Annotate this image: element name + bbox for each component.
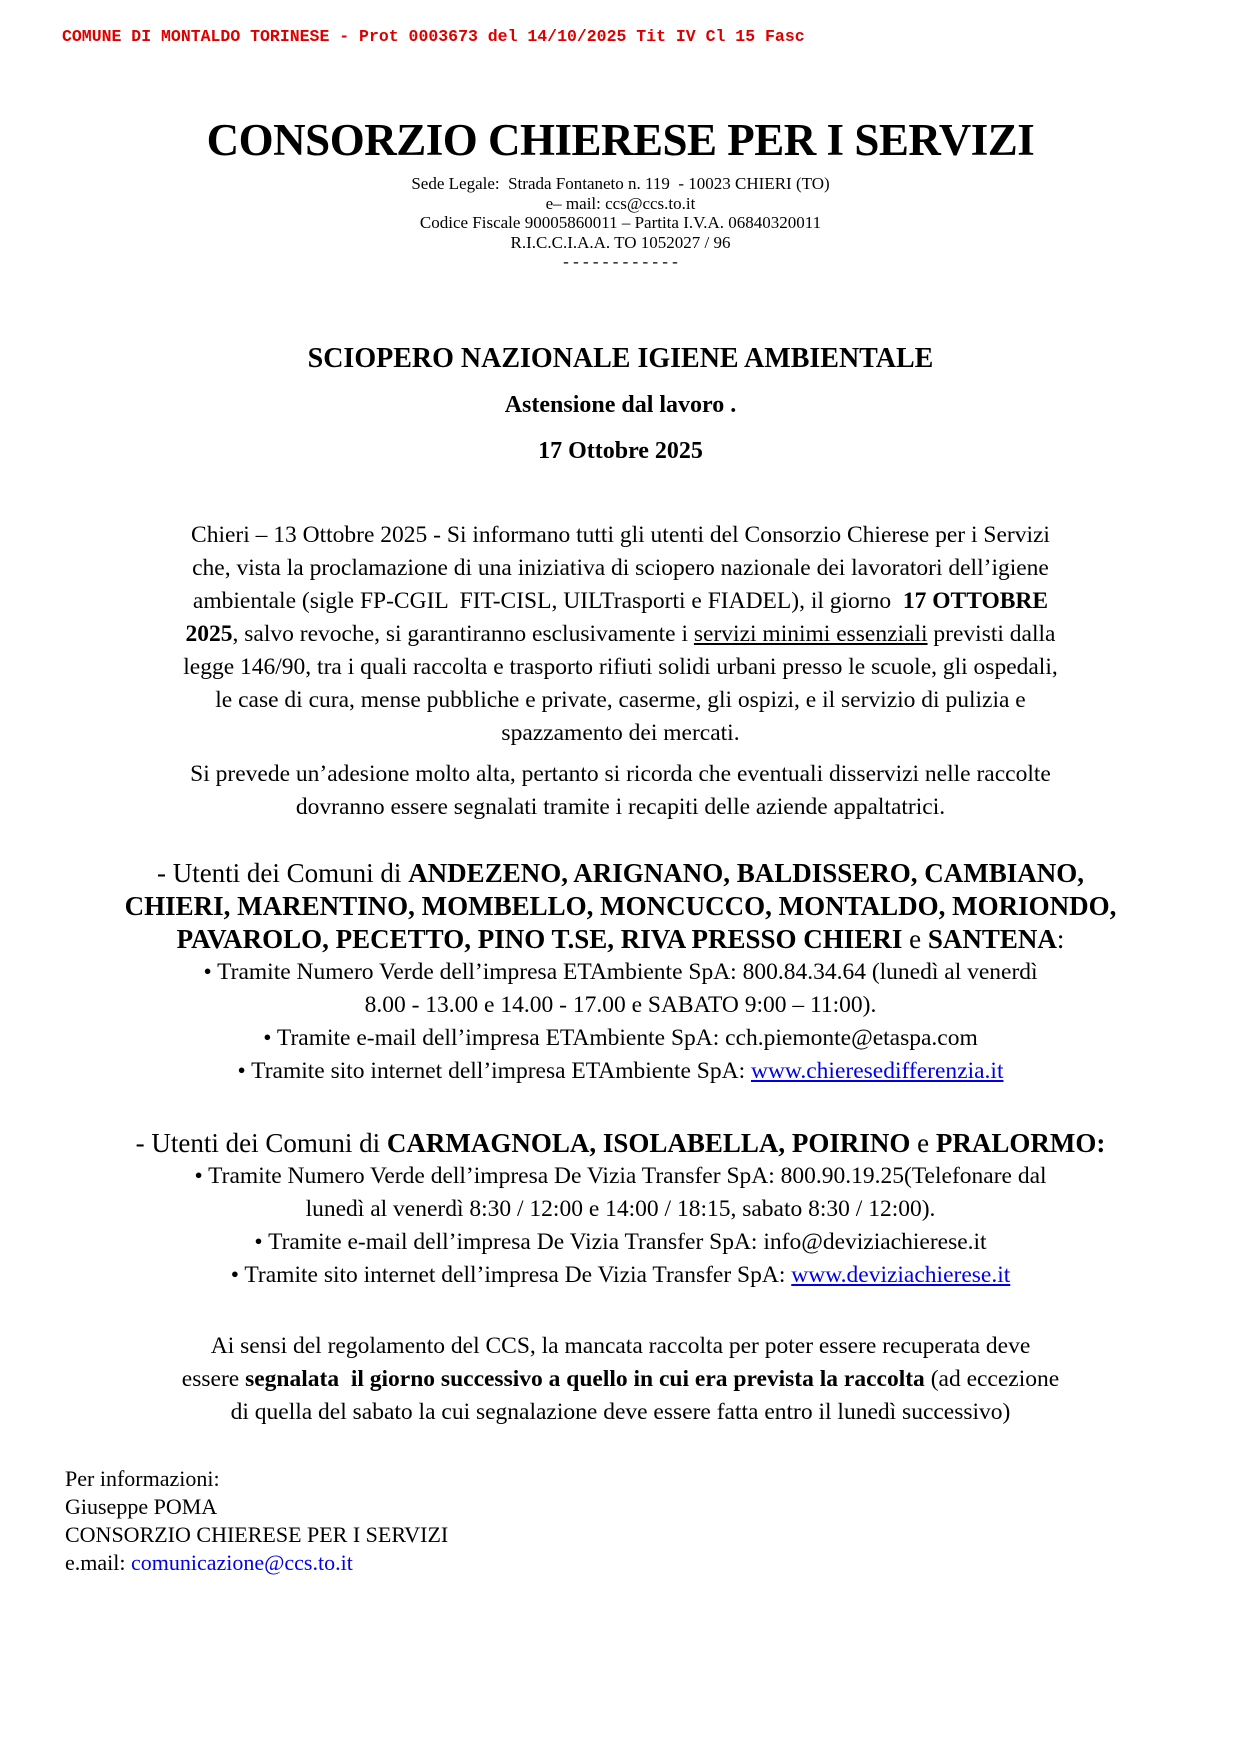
text-line [65,1160,1176,1193]
text-run: lunedì al venerdì 8:30 / 12:00 e 14:00 / 18:15, sabato 8:30 / 12:00). [305,1195,936,1222]
text-run: e [902,923,928,954]
text-run: • Tramite e-mail dell’impresa De Vizia Transfer SpA: info@deviziachierese.it [254,1228,987,1255]
text-line [65,519,1176,552]
letterhead-divider: - - - - - - - - - - - - [563,252,678,271]
text-line [65,1022,1176,1055]
text-line [65,1549,1176,1577]
text-line [65,1259,1176,1292]
text-run: Per informazioni: [65,1465,220,1491]
letterhead-registry: R.I.C.C.I.A.A. TO 1052027 / 96 [510,232,731,252]
text-run: PRALORMO: [935,1127,1106,1158]
text-run: e [910,1127,936,1158]
text-line [65,1193,1176,1226]
text-line [65,1465,1176,1493]
text-run: essere [181,1365,246,1392]
link-chieresedifferenzia[interactable]: www.chieresedifferenzia.it [750,1057,1004,1084]
text-run: servizi minimi essenziali [693,620,928,647]
text-run: dovranno essere segnalati tramite i recapiti delle aziende appaltatrici. [295,793,946,820]
text-run: CARMAGNOLA, ISOLABELLA, POIRINO [386,1127,911,1158]
text-run: CONSORZIO CHIERESE PER I SERVIZI [65,1521,449,1547]
document-body [65,519,1176,1577]
text-line [65,585,1176,618]
text-run: 8.00 - 13.00 e 14.00 - 17.00 e SABATO 9:00 – 11:00). [364,991,877,1018]
text-run: ambientale (sigle FP-CGIL FIT-CISL, UILTrasporti e FIADEL), il giorno [192,587,903,614]
text-run: segnalata il giorno successivo a quello in cui era prevista la raccolta [245,1365,925,1392]
text-run: - Utenti dei Comuni di [135,1127,387,1158]
signature-block [65,1465,1176,1577]
text-run: le case di cura, mense pubbliche e private, caserme, gli ospizi, e il servizio di pulizia e [215,686,1026,713]
text-line [65,684,1176,717]
text-line [65,857,1176,890]
text-line [65,1521,1176,1549]
text-line [65,651,1176,684]
letterhead-address: Sede Legale: Strada Fontaneto n. 119 - 10023 CHIERI (TO) [411,174,830,193]
text-line [65,552,1176,585]
text-line [65,923,1176,956]
text-run: • Tramite sito internet dell’impresa De Vizia Transfer SpA: [230,1261,792,1288]
text-run: SANTENA [927,923,1057,954]
text-run: Si prevede un’adesione molto alta, pertanto si ricorda che eventuali disservizi nelle raccolte [190,760,1051,787]
text-run: che, vista la proclamazione di una iniziativa di sciopero nazionale dei lavoratori dell’igiene [192,554,1049,581]
text-line [65,1330,1176,1363]
text-run: , salvo revoche, si garantiranno esclusivamente i [232,620,694,647]
text-line [65,989,1176,1022]
intro-paragraph [65,519,1176,750]
text-run: ANDEZENO, ARIGNANO, BALDISSERO, CAMBIANO, [408,857,1085,888]
text-line [65,956,1176,989]
link-deviziachierese[interactable]: www.deviziachierese.it [791,1261,1011,1288]
text-run: • Tramite Numero Verde dell’impresa De Vizia Transfer SpA: 800.90.19.25(Telefonare dal [194,1162,1047,1189]
text-run: 2025 [185,620,233,647]
text-run: 17 OTTOBRE [902,587,1049,614]
letterhead-title: CONSORZIO CHIERESE PER I SERVIZI [206,115,1035,165]
text-line [65,1127,1176,1160]
text-run: Giuseppe POMA [65,1493,218,1519]
text-run: legge 146/90, tra i quali raccolta e trasporto rifiuti solidi urbani presso le scuole, gli ospedali, [183,653,1058,680]
text-line [65,1396,1176,1429]
text-run: • Tramite e-mail dell’impresa ETAmbiente SpA: cch.piemonte@etaspa.com [263,1024,978,1051]
link-email-comunicazione[interactable]: comunicazione@ccs.to.it [130,1549,353,1575]
regolamento-paragraph [65,1330,1176,1429]
text-run: - Utenti dei Comuni di [156,857,409,888]
devizia-section [65,1127,1176,1292]
text-run: • Tramite sito internet dell’impresa ETAmbiente SpA: [237,1057,751,1084]
adesione-paragraph [65,758,1176,824]
text-line [65,1493,1176,1521]
text-line [65,791,1176,824]
text-run: spazzamento dei mercati. [501,719,740,746]
letterhead-details [65,174,1176,272]
text-line [65,1363,1176,1396]
text-line [65,717,1176,750]
subject-date: 17 Ottobre 2025 [538,437,703,464]
text-line [65,1055,1176,1088]
text-run: e.mail: [65,1549,131,1575]
text-line [65,890,1176,923]
text-run: di quella del sabato la cui segnalazione deve essere fatta entro il lunedì successivo) [230,1398,1011,1425]
text-run: PAVAROLO, PECETTO, PINO T.SE, RIVA PRESSO CHIERI [176,923,903,954]
text-line [65,1226,1176,1259]
text-run: : [1056,923,1065,954]
letterhead-email: e– mail: ccs@ccs.to.it [545,193,696,213]
text-run: Ai sensi del regolamento del CCS, la mancata raccolta per poter essere recuperata deve [210,1332,1031,1359]
text-run: • Tramite Numero Verde dell’impresa ETAmbiente SpA: 800.84.34.64 (lunedì al venerdì [203,958,1038,985]
text-line [65,618,1176,651]
subject-title: SCIOPERO NAZIONALE IGIENE AMBIENTALE [307,342,934,374]
letterhead-fiscal-code: Codice Fiscale 90005860011 – Partita I.V.A. 06840320011 [419,213,822,232]
text-run: CHIERI, MARENTINO, MOMBELLO, MONCUCCO, MONTALDO, MORIONDO, [124,890,1117,921]
protocol-stamp: COMUNE DI MONTALDO TORINESE - Prot 0003673 del 14/10/2025 Tit IV Cl 15 Fasc [62,27,805,46]
text-line [65,758,1176,791]
text-run: (ad eccezione [924,1365,1060,1392]
text-run: previsti dalla [927,620,1056,647]
subject-subtitle: Astensione dal lavoro . [504,391,737,418]
etambiente-section [65,857,1176,1088]
text-run: Chieri – 13 Ottobre 2025 - Si informano tutti gli utenti del Consorzio Chierese per i Servizi [191,521,1050,548]
